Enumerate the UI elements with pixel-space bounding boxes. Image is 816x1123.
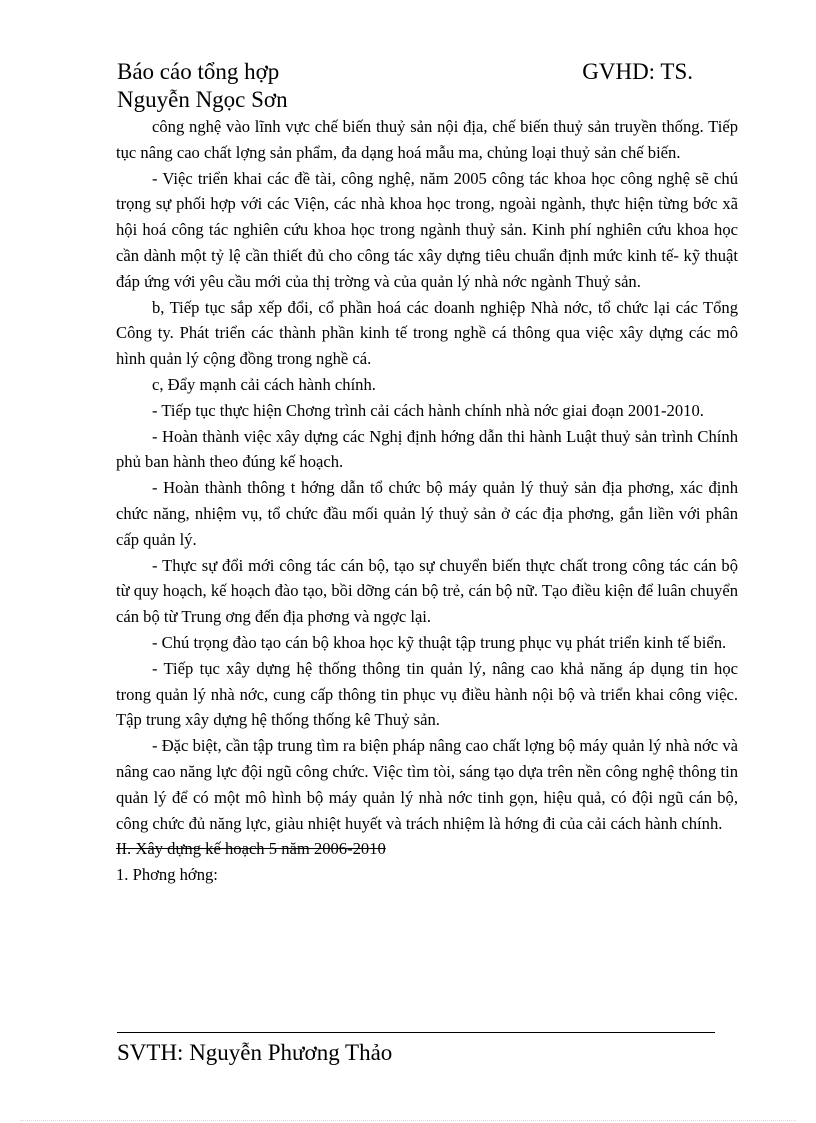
document-body — [116, 114, 738, 888]
paragraph: - Tiếp tục thực hiện Chơng trình cải cách hành chính nhà nớc giai đoạn 2001-2010. — [152, 400, 704, 420]
paragraph: - Việc triển khai các đề tài, công nghệ, năm 2005 công tác khoa học công nghệ sẽ chú trọng sự phối hợp với các Viện, các nhà khoa học trong, ngoài ngành, thực hiện từng bớc xã hội hoá công tác nghiên cứu khoa học trong ngành thuỷ sản. Kinh phí nghiên cứu khoa học cần dành một tỷ lệ cần thiết đủ cho công tác xây dựng tiêu chuẩn định mức kinh tế- kỹ thuật đáp ứng với yêu cầu mới của thị trờng và của quản lý nhà nớc ngành Thuỷ sản. — [116, 168, 738, 291]
paragraph: - Hoàn thành thông t hớng dẫn tổ chức bộ máy quản lý thuỷ sản địa phơng, xác định chức năng, nhiệm vụ, tổ chức đầu mối quản lý thuỷ sản ở các địa phơng, gắn liền với phân cấp quản lý. — [116, 478, 738, 549]
student-footer: SVTH: Nguyễn Phương Thảo — [117, 1040, 393, 1065]
paragraph: - Tiếp tục xây dựng hệ thống thông tin quản lý, nâng cao khả năng áp dụng tin học trong quản lý nhà nớc, cung cấp thông tin phục vụ điều hành nội bộ và triển khai công việc. Tập trung xây dựng hệ thống thống kê Thuỷ sản. — [116, 658, 738, 730]
supervisor-label: GVHD: TS. — [582, 59, 693, 84]
paragraph: - Hoàn thành việc xây dựng các Nghị định hớng dẫn thi hành Luật thuỷ sản trình Chính phủ ban hành theo đúng kế hoạch. — [116, 426, 738, 472]
sub-heading: 1. Phơng hớng: — [116, 865, 218, 885]
footer-divider — [117, 1032, 715, 1033]
paragraph: công nghệ vào lĩnh vực chế biến thuỷ sản nội địa, chế biến thuỷ sản truyền thống. Tiếp tục nâng cao chất lợng sản phẩm, đa dạng hoá mẫu ma, chủng loại thuỷ sản chế biến. — [116, 117, 738, 162]
page-header — [117, 58, 717, 114]
report-title: Báo cáo tổng hợp — [117, 59, 280, 84]
page-edge — [20, 1120, 796, 1121]
paragraph: b, Tiếp tục sắp xếp đổi, cổ phần hoá các doanh nghiệp Nhà nớc, tổ chức lại các Tổng Công ty. Phát triển các thành phần kinh tế trong nghề cá thông qua việc xây dựng các mô hình quản lý cộng đồng trong nghề cá. — [116, 297, 738, 369]
section-heading: II. Xây dựng kế hoạch 5 năm 2006-2010 — [116, 839, 386, 859]
header-row — [117, 58, 693, 86]
paragraph: - Thực sự đổi mới công tác cán bộ, tạo sự chuyển biến thực chất trong công tác cán bộ từ quy hoạch, kế hoạch đào tạo, bồi dỡng cán bộ trẻ, cán bộ nữ. Tạo điều kiện để luân chuyển cán bộ từ Trung ơng đến địa phơng và ngợc lại. — [116, 555, 738, 627]
supervisor-name: Nguyễn Ngọc Sơn — [117, 87, 288, 112]
paragraph: - Đặc biệt, cần tập trung tìm ra biện pháp nâng cao chất lợng bộ máy quản lý nhà nớc và nâng cao năng lực đội ngũ công chức. Việc tìm tòi, sáng tạo dựa trên nền công nghệ thông tin quản lý để có một mô hình bộ máy quản lý nhà nớc tinh gọn, hiệu quả, có đội ngũ cán bộ, công chức đủ năng lực, giàu nhiệt huyết và trách nhiệm là hớng đi của cải cách hành chính. — [116, 736, 738, 833]
paragraph: c, Đẩy mạnh cải cách hành chính. — [152, 374, 376, 394]
paragraph: - Chú trọng đào tạo cán bộ khoa học kỹ thuật tập trung phục vụ phát triển kinh tế biển. — [152, 632, 727, 652]
